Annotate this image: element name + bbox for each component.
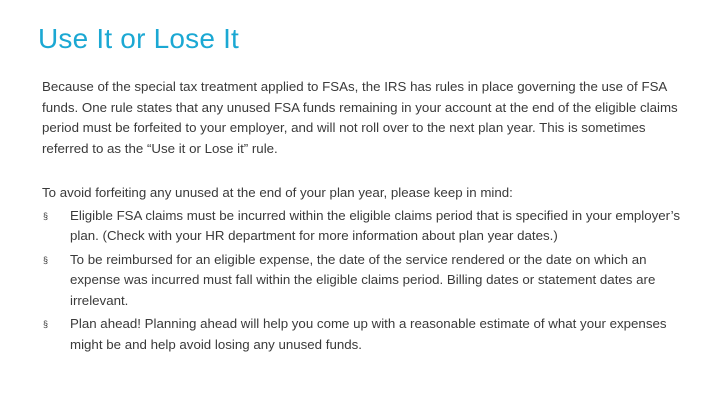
bullet-marker-icon: § bbox=[43, 254, 49, 265]
bullet-text: To be reimbursed for an eligible expense, the date of the service rendered or the date on which an expense was incurred must fall within the eligible claims period. Billing dates or statement dates are irrelevant. bbox=[70, 251, 656, 308]
bullet-marker-icon: § bbox=[43, 210, 49, 221]
bullet-item bbox=[42, 250, 682, 312]
slide-title: Use It or Lose It bbox=[38, 23, 240, 54]
bullet-item bbox=[42, 314, 682, 355]
bullet-list bbox=[42, 206, 682, 356]
bullet-item bbox=[42, 206, 682, 247]
slide-body bbox=[42, 77, 682, 358]
bullet-text: Plan ahead! Planning ahead will help you come up with a reasonable estimate of what your expenses might be and help avoid losing any unused funds. bbox=[70, 316, 667, 352]
body-paragraph: Because of the special tax treatment applied to FSAs, the IRS has rules in place governing the use of FSA funds. One rule states that any unused FSA funds remaining in your account at the end of the eligible claims period must be forfeited to your employer, and will not roll over to the next plan year. This is sometimes referred to as the “Use it or Lose it” rule. bbox=[42, 79, 678, 156]
bullet-marker-icon: § bbox=[43, 319, 49, 329]
bullet-text: Eligible FSA claims must be incurred within the eligible claims period that is specified in your employer’s plan. (Check with your HR department for more information about plan year dates.) bbox=[70, 207, 680, 243]
bullet-intro: To avoid forfeiting any unused at the end of your plan year, please keep in mind: bbox=[42, 185, 513, 200]
